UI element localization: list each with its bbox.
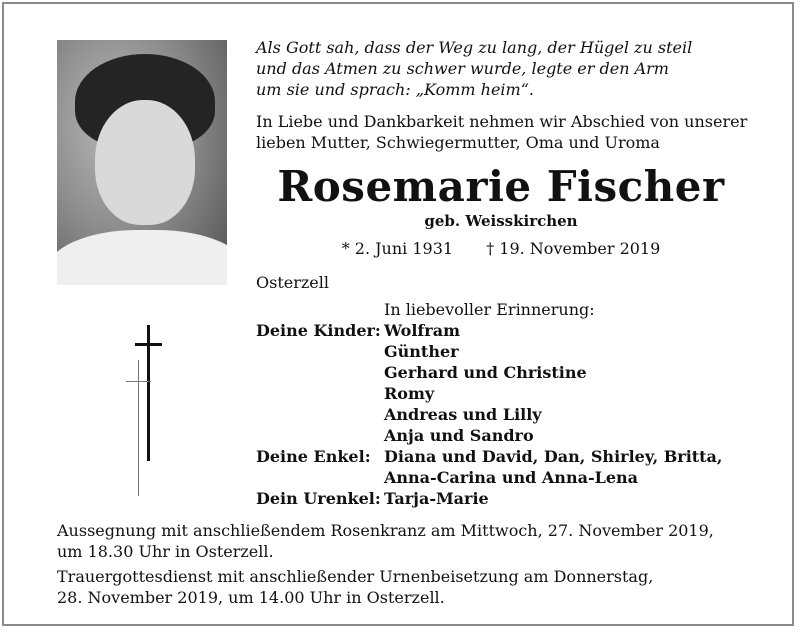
residence-place: Osterzell bbox=[256, 273, 330, 292]
greatgrandchild-name: Tarja-Marie bbox=[384, 489, 489, 508]
intro-line: In Liebe und Dankbarkeit nehmen wir Abschied von unserer bbox=[256, 112, 748, 131]
quote-line: um sie und sprach: „Komm heim“. bbox=[256, 80, 534, 99]
children-label: Deine Kinder: bbox=[256, 321, 381, 340]
child-name: Anja und Sandro bbox=[384, 426, 534, 445]
child-name: Günther bbox=[384, 342, 459, 361]
grandchild-line: Diana und David, Dan, Shirley, Britta, bbox=[384, 447, 723, 466]
portrait-face bbox=[95, 100, 195, 225]
service-line: 28. November 2019, um 14.00 Uhr in Osterzell. bbox=[57, 588, 445, 607]
cross-shadow-bar bbox=[126, 381, 151, 382]
portrait-shoulder bbox=[57, 230, 227, 285]
quote-line: und das Atmen zu schwer wurde, legte er den Arm bbox=[256, 59, 669, 78]
greatgrandchild-label: Dein Urenkel: bbox=[256, 489, 381, 508]
portrait-photo bbox=[57, 40, 227, 285]
grandchild-line: Anna-Carina und Anna-Lena bbox=[384, 468, 639, 487]
cross-icon-bar bbox=[135, 343, 162, 346]
deceased-name: Rosemarie Fischer bbox=[277, 162, 725, 211]
child-name: Andreas und Lilly bbox=[384, 405, 542, 424]
grandchildren-list bbox=[384, 446, 722, 488]
child-name: Wolfram bbox=[384, 321, 461, 340]
death-date: † 19. November 2019 bbox=[486, 239, 661, 258]
children-list bbox=[384, 320, 587, 446]
grandchildren-label: Deine Enkel: bbox=[256, 447, 371, 466]
blessing-info bbox=[57, 520, 757, 562]
blessing-line: um 18.30 Uhr in Osterzell. bbox=[57, 542, 274, 561]
intro-text bbox=[256, 111, 756, 153]
child-name: Gerhard und Christine bbox=[384, 363, 587, 382]
service-line: Trauergottesdienst mit anschließender Urnenbeisetzung am Donnerstag, bbox=[57, 567, 654, 586]
poem-quote bbox=[256, 37, 756, 100]
child-name: Romy bbox=[384, 384, 435, 403]
birth-name: geb. Weisskirchen bbox=[424, 212, 578, 230]
funeral-service-info bbox=[57, 566, 757, 608]
life-dates bbox=[256, 238, 746, 260]
quote-line: Als Gott sah, dass der Weg zu lang, der Hügel zu steil bbox=[256, 38, 693, 57]
blessing-line: Aussegnung mit anschließendem Rosenkranz am Mittwoch, 27. November 2019, bbox=[57, 521, 714, 540]
birth-date: * 2. Juni 1931 bbox=[341, 239, 454, 258]
memory-line: In liebevoller Erinnerung: bbox=[384, 300, 595, 319]
intro-line: lieben Mutter, Schwiegermutter, Oma und Uroma bbox=[256, 133, 660, 152]
